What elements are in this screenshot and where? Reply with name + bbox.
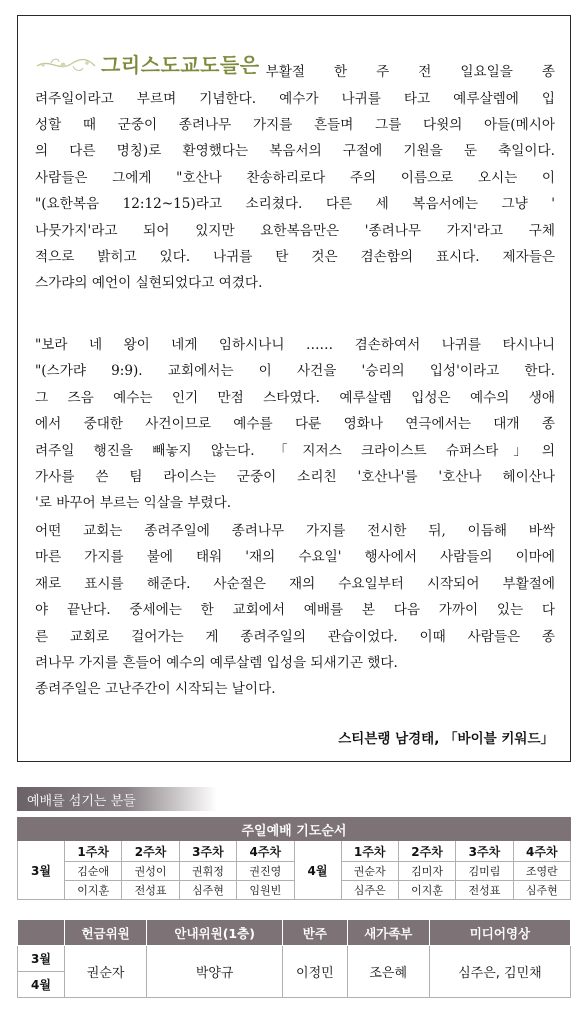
month-label: 3월 [18, 946, 65, 972]
name-cell: 심주현 [179, 881, 236, 900]
duty-cell: 이정민 [283, 946, 348, 998]
paragraph-line: 려주일 행진을 빼놓지 않는다. 「지저스 크라이스트 슈퍼스타」의 [35, 442, 555, 459]
month-label: 4월 [294, 841, 341, 900]
paragraph-line: 른 교회로 걸어가는 게 종려주일의 관습이었다. 이때 사람들은 종 [35, 628, 555, 645]
article-paragraph-2 [35, 332, 555, 517]
paragraph-line: 나뭇가지'라고 되어 있지만 요한복음만은 '종려나무 가지'라고 구체 [35, 222, 555, 239]
duty-cell: 심주은, 김민채 [429, 946, 570, 998]
duty-header: 안내위원(1층) [147, 920, 283, 946]
prayer-order-table [17, 817, 571, 900]
paragraph-line: 성할 때 군중이 종려나무 가지를 흔들며 그를 다윗의 아들(메시아 [35, 117, 555, 134]
paragraph-line: 종려주일은 고난주간이 시작되는 날이다. [35, 681, 276, 698]
paragraph-line: 려주일이라고 부르며 기념한다. 예수가 나귀를 타고 예루살렘에 입 [35, 90, 555, 107]
article-signature: 스티븐랭 남경태, 「바이블 키워드」 [338, 731, 554, 747]
duty-cell: 박양규 [147, 946, 283, 998]
paragraph-line: 가사를 쓴 팀 라이스는 군중이 소리친 '호산나'를 '호산나 헤이산나 [35, 469, 555, 486]
vine-flourish-icon [35, 54, 97, 76]
paragraph-line: '로 바꾸어 부르는 익살을 부렸다. [35, 495, 232, 512]
duty-header: 헌금위원 [65, 920, 147, 946]
paragraph-line: 그 즈음 예수는 인기 만점 스타였다. 예루살렘 입성은 예수의 생애 [35, 389, 555, 406]
name-cell: 전성표 [122, 881, 179, 900]
paragraph-line: "(스가랴 9:9). 교회에서는 이 사건을 '승리의 입성'이라고 한다. [35, 363, 555, 380]
table-header-row [18, 920, 571, 946]
name-cell: 김순애 [65, 862, 122, 881]
lead-heading [35, 52, 266, 78]
paragraph-line: 적으로 밝히고 있다. 나귀를 탄 것은 겸손함의 표시다. 제자들은 [35, 249, 555, 266]
name-cell: 권휘정 [179, 862, 236, 881]
week-header: 1주차 [65, 841, 122, 862]
name-cell: 이지훈 [65, 881, 122, 900]
paragraph-line: 려나무 가지를 흔들어 예수의 예루살렘 입성을 되새기곤 했다. [35, 655, 398, 672]
table-row [18, 841, 571, 862]
name-cell: 권성이 [122, 862, 179, 881]
name-cell: 김미림 [456, 862, 513, 881]
paragraph-line: 마른 가지를 불에 태워 '재의 수요일' 행사에서 사람들의 이마에 [35, 549, 555, 566]
week-header: 3주차 [179, 841, 236, 862]
paragraph-line: 재로 표시를 해준다. 사순절은 재의 수요일부터 시작되어 부활절에 [35, 575, 555, 592]
paragraph-line: "보라 네 왕이 네게 임하시나니 …… 겸손하여서 나귀를 타시나니 [35, 337, 555, 353]
week-header: 2주차 [122, 841, 179, 862]
name-cell: 심주현 [513, 881, 570, 900]
name-cell: 김미자 [398, 862, 455, 881]
month-label: 3월 [18, 841, 65, 900]
paragraph-line: 스가랴의 예언이 실현되었다고 여겼다. [35, 275, 263, 292]
name-cell: 전성표 [456, 881, 513, 900]
name-cell: 권진영 [237, 862, 294, 881]
name-cell: 심주은 [341, 881, 398, 900]
duty-header: 새가족부 [347, 920, 429, 946]
name-cell: 임원빈 [237, 881, 294, 900]
duty-header: 미디어영상 [429, 920, 570, 946]
table-row [18, 946, 571, 972]
name-cell: 조영란 [513, 862, 570, 881]
name-cell: 이지훈 [398, 881, 455, 900]
week-header: 2주차 [398, 841, 455, 862]
paragraph-line: 의 다른 명칭)로 환영했다는 복음서의 구절에 기원을 둔 축일이다. [35, 143, 555, 160]
lead-title: 그리스도교도들은 [101, 53, 260, 77]
duty-header: 반주 [283, 920, 348, 946]
week-header: 1주차 [341, 841, 398, 862]
section-tab [17, 787, 217, 811]
article-paragraph-1 [35, 52, 555, 297]
table-title-row [18, 818, 571, 841]
duty-cell: 권순자 [65, 946, 147, 998]
prayer-table-title: 주일예배 기도순서 [18, 818, 571, 841]
service-duty-table [17, 919, 571, 998]
paragraph-line: 에서 중대한 사건이므로 예수를 다룬 영화나 연극에서는 대개 종 [35, 416, 555, 433]
paragraph-line: 어떤 교회는 종려주일에 종려나무 가지를 전시한 뒤, 이듬해 바싹 [35, 523, 555, 539]
month-label: 4월 [18, 972, 65, 998]
section-label: 예배를 섬기는 분들 [27, 794, 136, 809]
week-header: 4주차 [513, 841, 570, 862]
week-header: 4주차 [237, 841, 294, 862]
week-header: 3주차 [456, 841, 513, 862]
paragraph-line: 야 끝난다. 중세에는 한 교회에서 예배를 본 다음 가까이 있는 다 [35, 602, 555, 619]
paragraph-line: 그리스도교도들은 부활절 한 주 전 일요일을 종 [35, 52, 555, 86]
name-cell: 권순자 [341, 862, 398, 881]
paragraph-line: 사람들은 그에게 "호산나 찬송하리로다 주의 이름으로 오시는 이 [35, 169, 555, 186]
corner-cell [18, 920, 65, 946]
article-paragraph-3 [35, 518, 555, 703]
duty-cell: 조은혜 [347, 946, 429, 998]
paragraph-line: "(요한복음 12:12~15)라고 소리쳤다. 다른 세 복음서에는 그냥 ' [35, 196, 555, 213]
